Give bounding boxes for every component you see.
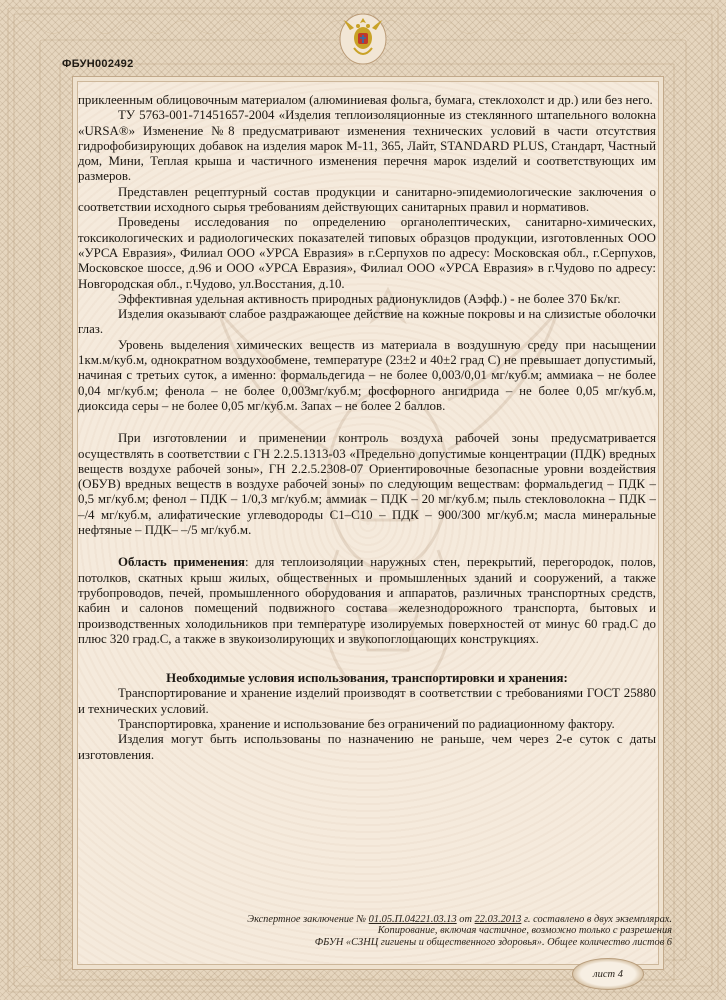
paragraph-radionuclides: Эффективная удельная активность природных радионуклидов (Аэфф.) - не более 370 Бк/кг. — [118, 291, 621, 306]
conclusion-date: 22.03.2013 — [474, 914, 522, 925]
paragraph-recipe: Представлен рецептурный состав продукции и санитарно-эпидемиологические заключения о соответствии исходного сырья требованиям действующих санитарных правил и нормативов. — [78, 184, 656, 215]
footer-note — [112, 914, 672, 948]
paragraph-radiation-factor: Транспортировка, хранение и использование без ограничений по радиационному фактору. — [118, 716, 615, 731]
rospotrebnadzor-emblem — [338, 10, 388, 66]
footer-line-copying: Копирование, включая частичное, возможно только с разрешения — [377, 925, 672, 937]
document-body — [78, 93, 656, 763]
footer-text: г. составлено в двух экземплярах. — [521, 914, 672, 925]
paragraph-cladding: приклеенным облицовочным материалом (алюминиевая фольга, бумага, стеклохолст и др.) или без него. — [78, 93, 653, 107]
paragraph-research: Проведены исследования по определению органолептических, санитарно-химических, токсикологических и радиологических показателей типовых образцов продукции, изготовленных ООО «УРСА Евразия», Филиал ООО «УРСА Евразия» в г.Серпухов по адресу: Московская обл., г.Серпухов, Московское шоссе, д.96 и ООО «УРСА Евразия», Филиал ООО «УРСА Евразия» в г.Чудово по адресу: Новгородская обл., г.Чудово, ул.Восстания, д.10. — [78, 215, 656, 291]
sheet-number-stamp — [572, 958, 644, 990]
document-id: ФБУН002492 — [62, 58, 134, 70]
application-text: : для теплоизоляции наружных стен, перекрытий, перегородок, полов, потолков, скатных крыш жилых, общественных и промышленных зданий и сооружений, а также трубопроводов, печей, промышленного оборудования и аппаратов, различных транспортных средств, кабин и салонов помещений подвижного состава железнодорожного транспорта, бытовых и производственных холодильников при температуре изолируемых поверхностей от минус 60 град.С до плюс 320 град.С, а также в звукоизолирующих и звукопоглощающих конструкциях. — [78, 555, 656, 646]
footer-line-expert-conclusion — [112, 914, 672, 925]
sheet-number: лист 4 — [593, 968, 623, 980]
application-label: Область применения — [118, 555, 245, 570]
paragraph-tu-change: ТУ 5763-001-71451657-2004 «Изделия теплоизоляционные из стеклянного штапельного волокна «URSA®» Изменение №8 предусматривают изменения технических условий в части отсутствия гидрофобизирующих добавок на изделия марок М-11, 365, Лайт, STANDARD PLUS, Стандарт, Частный дом, Мини, Теплая крыша и частичного изменения перечня марок изделий и соответствующих им размеров. — [78, 108, 656, 184]
paragraph-emissions: Уровень выделения химических веществ из материала в воздушную среду при насыщении 1км.м/куб.м, однократном воздухообмене, температуре (23±2 и 40±2 град С) не превышает допустимый, начиная с третьих суток, а именно: формальдегида – не более 0,003/0,01 мг/куб.м; аммиака – не более 0,04 мг/куб.м; фенола – не более 0,003мг/куб.м; фосфорного ангидрида – не более 0,05 мг/куб.м, диоксида серы – не более 0,05 мг/куб.м. Запах – не более 2 баллов. — [78, 337, 656, 413]
section-heading-conditions: Необходимые условия использования, транспортировки и хранения: — [166, 671, 568, 686]
paragraph-transport-storage: Транспортирование и хранение изделий производят в соответствии с требованиями ГОСТ 25880 и технических условий. — [78, 686, 656, 716]
footer-text: Экспертное заключение № — [247, 914, 369, 925]
paragraph-irritation: Изделия оказывают слабое раздражающее действие на кожные покровы и на слизистые оболочки глаз. — [78, 307, 656, 337]
paragraph-application — [78, 555, 656, 647]
conclusion-number: 01.05.П.04221.03.13 — [368, 914, 457, 925]
footer-line-organization: ФБУН «СЗНЦ гигиены и общественного здоровья». Общее количество листов 6 — [314, 936, 672, 948]
footer-text: от — [456, 914, 475, 925]
paragraph-use-after: Изделия могут быть использованы по назначению не раньше, чем через 2-е суток с даты изготовления. — [78, 732, 656, 762]
paragraph-workplace-air: При изготовлении и применении контроль воздуха рабочей зоны предусматривается осуществлять в соответствии с ГН 2.2.5.1313-03 «Предельно допустимые концентрации (ПДК) вредных веществ воздухе рабочей зоны», ГН 2.2.5.2308-07 Ориентировочные безопасные уровни воздействия (ОБУВ) вредных веществ в воздухе рабочей зоны» по следующим веществам: формальдегид – ПДК – 0,5 мг/куб.м; фенол – ПДК – 1/0,3 мг/куб.м; аммиак – ПДК – 20 мг/куб.м; пыль стекловолокна – ПДК – –/4 мг/куб.м, алифатические углеводороды С1–С10 – ПДК – 900/300 мг/куб.м; масла минеральные нефтяные – ПДК– –/5 мг/куб.м. — [78, 431, 656, 538]
